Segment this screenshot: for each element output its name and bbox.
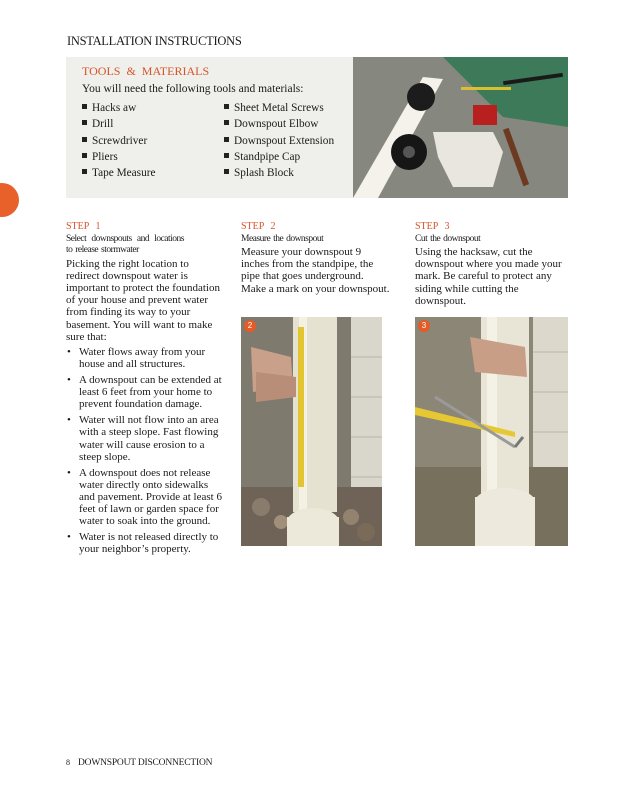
tool-item: Screwdriver (82, 133, 156, 149)
step-3-photo (415, 317, 568, 546)
step-3-photo-badge: 3 (418, 320, 430, 332)
tool-item: Drill (82, 116, 156, 132)
tool-item: Pliers (82, 149, 156, 165)
tools-materials-box (66, 57, 353, 198)
tool-item: Tape Measure (82, 165, 156, 181)
step-2-body: Measure your downspout 9 inches from the standpipe, the pipe that goes underground. Make a mark on your downspout. (241, 246, 390, 295)
tools-list-left (82, 100, 156, 181)
list-item: • A downspout does not release water directly onto sidewalks and pavement. Provide at least 6 feet of lawn or garden space for water to soak into the ground. (66, 467, 222, 527)
list-item: • Water is not released directly to your neighbor’s property. (66, 531, 222, 555)
step-1-bullet-list (66, 346, 222, 556)
page-footer (66, 758, 212, 768)
step-3 (415, 221, 571, 307)
list-item: • Water flows away from your house and all structures. (66, 346, 222, 370)
list-item: • A downspout can be extended at least 6 feet from your home to prevent foundation damage. (66, 374, 222, 410)
step-3-label: STEP 3 (415, 221, 450, 232)
step-2-photo-badge: 2 (244, 320, 256, 332)
tools-list-right (224, 100, 334, 181)
step-1-heading: Select downspouts and locations to release stormwater (66, 233, 184, 255)
material-item: Downspout Elbow (224, 116, 334, 132)
step-1-label: STEP 1 (66, 221, 101, 232)
tool-item: Hacks aw (82, 100, 156, 116)
tools-photo (353, 57, 568, 198)
step-2-label: STEP 2 (241, 221, 276, 232)
step-2 (241, 221, 391, 295)
step-3-body: Using the hacksaw, cut the downspout where you made your mark. Be careful to protect any siding while cutting the downspout. (415, 246, 562, 307)
footer-title: DOWNSPOUT DISCONNECTION (78, 758, 213, 768)
section-tab-marker (0, 183, 19, 217)
tools-title: TOOLS & MATERIALS (82, 64, 210, 78)
page-number: 8 (66, 758, 70, 767)
step-2-heading: Measure the downspout (241, 233, 324, 244)
step-2-photo (241, 317, 382, 546)
step-1 (66, 221, 222, 559)
tools-intro: You will need the following tools and materials: (82, 83, 304, 95)
material-item: Downspout Extension (224, 133, 334, 149)
page-header-title: INSTALLATION INSTRUCTIONS (67, 34, 242, 48)
step-3-heading: Cut the downspout (415, 233, 481, 244)
list-item: • Water will not flow into an area with a steep slope. Fast flowing water will cause erosion to a steep slope. (66, 414, 222, 462)
material-item: Standpipe Cap (224, 149, 334, 165)
material-item: Splash Block (224, 165, 334, 181)
material-item: Sheet Metal Screws (224, 100, 334, 116)
step-1-body: Picking the right location to redirect downspout water is important to protect the foundation of your house and prevent water from finding its way to your basement. You will want to make sure that: (66, 257, 220, 343)
